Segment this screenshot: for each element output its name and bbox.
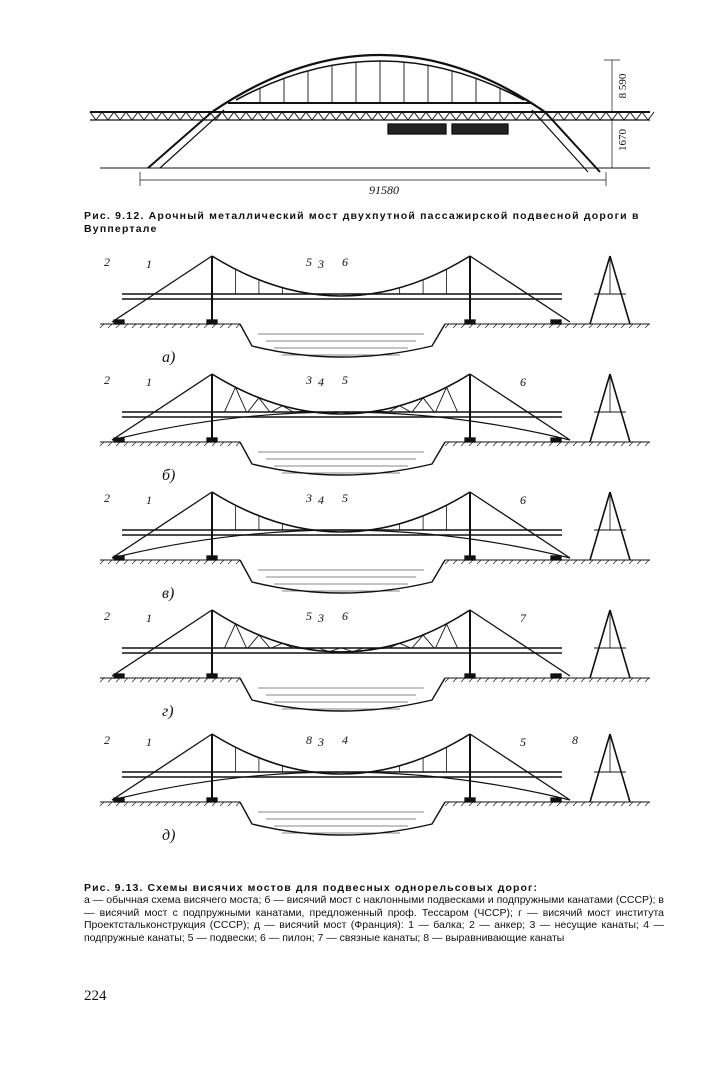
panel-callout-number: 3 [318, 257, 324, 271]
panel-callout-number: 5 [342, 373, 348, 387]
figure-913-caption [84, 882, 664, 944]
bridge-scheme-panel [100, 256, 650, 357]
panel-callout-number: 3 [306, 491, 312, 505]
bridge-scheme-panel [100, 374, 650, 475]
panel-callout-number: 2 [104, 733, 110, 747]
panel-callout-number: 2 [104, 609, 110, 623]
bridge-scheme-panel [100, 734, 650, 835]
panel-callout-number: 4 [318, 493, 324, 507]
figure-913-caption-title: Рис. 9.13. Схемы висячих мостов для подвесных однорельсовых дорог: [84, 882, 539, 894]
panel-callout-number: 5 [306, 609, 312, 623]
panel-callout-number: 1 [146, 611, 152, 625]
panel-callout-number: 6 [520, 493, 526, 507]
panel-letter: б) [162, 467, 176, 484]
bridge-scheme-panel [100, 610, 650, 711]
panel-callout-number: 5 [520, 735, 526, 749]
panel-callout-number: 3 [318, 611, 324, 625]
panel-callout-number: 3 [306, 373, 312, 387]
panel-letter: д) [162, 827, 176, 844]
panel-callout-number: 2 [104, 255, 110, 269]
panel-letter: а) [162, 349, 176, 366]
panel-callout-number: 3 [318, 735, 324, 749]
panel-callout-number: 1 [146, 735, 152, 749]
panel-callout-number: 7 [520, 611, 526, 625]
panel-callout-number: 4 [342, 733, 348, 747]
panel-callout-number: 6 [342, 255, 348, 269]
panel-letter: г) [162, 703, 174, 720]
panel-callout-number: 6 [520, 375, 526, 389]
panel-callout-number: 1 [146, 493, 152, 507]
figure-912-caption: Рис. 9.12. Арочный металлический мост двухпутной пассажирской подвесной дороги в Вуппертале [84, 210, 640, 235]
dimension-label-span: 91580 [369, 183, 399, 197]
panel-callout-number: 5 [342, 491, 348, 505]
bridge-scheme-panel [100, 492, 650, 593]
panel-callout-number: 1 [146, 375, 152, 389]
panel-callout-number: 2 [104, 373, 110, 387]
dimension-label-side: 1670 [617, 129, 629, 151]
panel-callout-number: 4 [318, 375, 324, 389]
dimension-label-height: 8 590 [617, 73, 629, 99]
panel-callout-number: 2 [104, 491, 110, 505]
panel-callout-number: 6 [342, 609, 348, 623]
panel-callout-number: 8 [572, 733, 578, 747]
page-number: 224 [84, 988, 107, 1004]
panel-letter: в) [162, 585, 175, 602]
figure-913-caption-body: а — обычная схема висячего моста; б — висячий мост с наклонными подвесками и подпружными канатами (СССР); в — висячий мост с подпружными канатами, предложенный проф. Тессаром (ЧССР); г — висячий мост института Проектстальконструкция (СССР); д — висячий мост (Франция): 1 — балка; 2 — анкер; 3 — несущие канаты; 4 — подпружные канаты; 5 — подвески; 6 — пилон; 7 — связные канаты; 8 — выравнивающие канаты [84, 894, 664, 944]
panel-callout-number: 1 [146, 257, 152, 271]
panel-callout-number: 8 [306, 733, 312, 747]
panel-callout-number: 5 [306, 255, 312, 269]
arch-bridge-figure [90, 55, 654, 186]
